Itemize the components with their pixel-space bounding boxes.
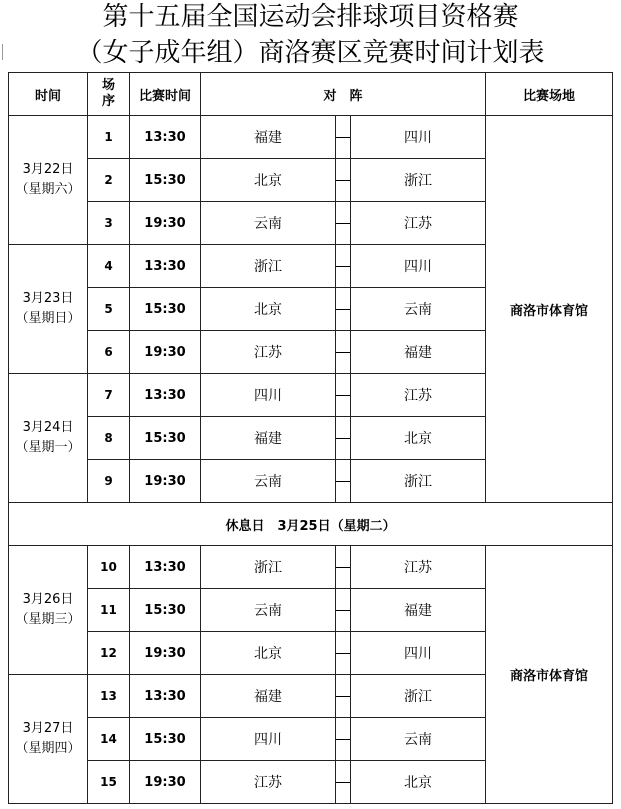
date-cell (9, 116, 88, 245)
away-team: 江苏 (351, 374, 486, 417)
match-no: 13 (88, 675, 130, 718)
home-team: 福建 (201, 675, 336, 718)
away-team: 浙江 (351, 460, 486, 503)
home-team: 福建 (201, 116, 336, 159)
header-row (9, 73, 613, 116)
date: 3月26日 (22, 592, 74, 607)
away-team: 四川 (351, 632, 486, 675)
away-team: 福建 (351, 331, 486, 374)
away-team: 四川 (351, 245, 486, 288)
match-no: 10 (88, 546, 130, 589)
match-no: 6 (88, 331, 130, 374)
match-no: 4 (88, 245, 130, 288)
match-time: 13:30 (130, 374, 201, 417)
home-team: 浙江 (201, 546, 336, 589)
date: 3月23日 (22, 291, 74, 306)
vs-dash (336, 653, 350, 654)
away-team: 云南 (351, 718, 486, 761)
vs-dash (336, 137, 350, 138)
weekday: （星期三） (15, 612, 81, 627)
venue-cell: 商洛市体育馆 (486, 546, 613, 804)
home-team: 江苏 (201, 761, 336, 804)
away-team: 福建 (351, 589, 486, 632)
home-team: 浙江 (201, 245, 336, 288)
match-time: 15:30 (130, 589, 201, 632)
match-no: 2 (88, 159, 130, 202)
match-time: 19:30 (130, 331, 201, 374)
date: 3月27日 (22, 721, 74, 736)
home-team: 北京 (201, 632, 336, 675)
date-cell (9, 546, 88, 675)
vs-dash-cell (336, 761, 351, 804)
match-no: 5 (88, 288, 130, 331)
vs-dash (336, 309, 350, 310)
match-no: 3 (88, 202, 130, 245)
away-team: 浙江 (351, 675, 486, 718)
weekday: （星期四） (15, 741, 81, 756)
match-no: 8 (88, 417, 130, 460)
match-time: 19:30 (130, 202, 201, 245)
match-no: 12 (88, 632, 130, 675)
date: 3月24日 (22, 420, 74, 435)
header-time: 时间 (9, 73, 88, 116)
away-team: 江苏 (351, 546, 486, 589)
home-team: 福建 (201, 417, 336, 460)
vs-dash (336, 180, 350, 181)
vs-dash (336, 266, 350, 267)
vs-dash (336, 696, 350, 697)
home-team: 北京 (201, 288, 336, 331)
rest-day-label: 休息日 3月25日（星期二） (9, 503, 613, 546)
vs-dash (336, 739, 350, 740)
match-no: 15 (88, 761, 130, 804)
match-no: 9 (88, 460, 130, 503)
match-time: 13:30 (130, 116, 201, 159)
header-venue: 比赛场地 (486, 73, 613, 116)
vs-dash-cell (336, 417, 351, 460)
venue-cell: 商洛市体育馆 (486, 116, 613, 503)
vs-dash-cell (336, 589, 351, 632)
match-time: 15:30 (130, 288, 201, 331)
vs-dash-cell (336, 202, 351, 245)
away-team: 四川 (351, 116, 486, 159)
rest-day-row (9, 503, 613, 546)
home-team: 江苏 (201, 331, 336, 374)
date-cell (9, 374, 88, 503)
match-time: 19:30 (130, 632, 201, 675)
home-team: 云南 (201, 202, 336, 245)
vs-dash (336, 481, 350, 482)
match-no: 1 (88, 116, 130, 159)
vs-dash-cell (336, 546, 351, 589)
match-row (9, 116, 613, 159)
header-seq: 场 序 (88, 73, 130, 116)
date-cell (9, 675, 88, 804)
match-no: 11 (88, 589, 130, 632)
vs-dash (336, 438, 350, 439)
vs-dash-cell (336, 675, 351, 718)
vs-dash (336, 395, 350, 396)
home-team: 云南 (201, 460, 336, 503)
home-team: 北京 (201, 159, 336, 202)
match-time: 15:30 (130, 417, 201, 460)
match-time: 19:30 (130, 761, 201, 804)
weekday: （星期六） (15, 182, 81, 197)
match-time: 15:30 (130, 159, 201, 202)
weekday: （星期一） (15, 440, 81, 455)
header-match-time: 比赛时间 (130, 73, 201, 116)
weekday: （星期日） (15, 311, 81, 326)
match-time: 19:30 (130, 460, 201, 503)
match-row (9, 546, 613, 589)
vs-dash-cell (336, 718, 351, 761)
away-team: 北京 (351, 417, 486, 460)
header-vs: 对 阵 (201, 73, 486, 116)
vs-dash-cell (336, 374, 351, 417)
vs-dash (336, 782, 350, 783)
vs-dash-cell (336, 460, 351, 503)
match-time: 15:30 (130, 718, 201, 761)
match-time: 13:30 (130, 546, 201, 589)
match-no: 7 (88, 374, 130, 417)
vs-dash (336, 352, 350, 353)
match-time: 13:30 (130, 245, 201, 288)
match-no: 14 (88, 718, 130, 761)
vs-dash-cell (336, 159, 351, 202)
away-team: 云南 (351, 288, 486, 331)
schedule-table (8, 72, 613, 804)
vs-dash (336, 567, 350, 568)
home-team: 云南 (201, 589, 336, 632)
vs-dash-cell (336, 331, 351, 374)
match-time: 13:30 (130, 675, 201, 718)
vs-dash-cell (336, 116, 351, 159)
vs-dash (336, 223, 350, 224)
away-team: 江苏 (351, 202, 486, 245)
home-team: 四川 (201, 374, 336, 417)
title-line-1: 第十五届全国运动会排球项目资格赛 (102, 2, 519, 32)
vs-dash-cell (336, 288, 351, 331)
away-team: 北京 (351, 761, 486, 804)
date-cell (9, 245, 88, 374)
date: 3月22日 (22, 162, 74, 177)
vs-dash (336, 610, 350, 611)
vs-dash-cell (336, 632, 351, 675)
vs-dash-cell (336, 245, 351, 288)
title-line-2: （女子成年组）商洛赛区竞赛时间计划表 (76, 38, 545, 68)
home-team: 四川 (201, 718, 336, 761)
away-team: 浙江 (351, 159, 486, 202)
